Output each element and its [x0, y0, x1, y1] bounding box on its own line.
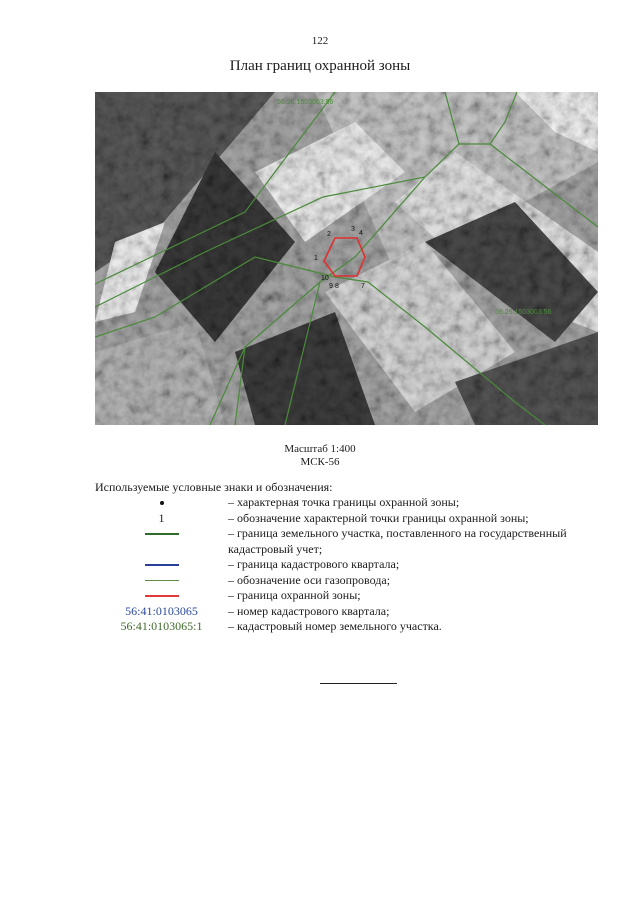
point-label: 2 — [327, 231, 331, 238]
legend-item-text: – обозначение оси газопровода; — [228, 572, 391, 587]
parcel-boundary-line-icon — [145, 533, 179, 535]
legend-item-text: – кадастровый номер земельного участка. — [228, 619, 442, 633]
quarter-boundary-line-icon — [145, 564, 179, 566]
parcel-number-label: 56:26:1503003:56 — [277, 99, 334, 106]
legend-item — [95, 557, 605, 573]
legend-item-text: – граница охранной зоны; — [228, 588, 361, 602]
point-label: 8 — [335, 283, 339, 290]
crs-text: МСК-56 — [300, 456, 340, 468]
legend-item — [95, 526, 605, 557]
legend-item — [95, 619, 605, 635]
point-label: 10 — [321, 275, 329, 282]
legend-item — [95, 604, 605, 620]
legend-item-text: – характерная точка границы охранной зоны; — [228, 495, 460, 509]
legend-item-text: – граница земельного участка, поставленного на государственный кадастровый учет; — [228, 526, 567, 556]
parcel-number-symbol: 56:41:0103065:1 — [120, 619, 203, 633]
footer-divider — [320, 683, 397, 684]
scale-text: Масштаб 1:400 — [284, 443, 356, 455]
legend-item — [95, 588, 605, 604]
legend-item — [95, 495, 605, 511]
point-label: 1 — [314, 255, 318, 262]
legend-item — [95, 511, 605, 527]
legend-item-text: – номер кадастрового квартала; — [228, 603, 390, 618]
point-label: 9 — [329, 283, 333, 290]
gas-pipe-axis-line-icon — [145, 580, 179, 581]
page-title: План границ охранной зоны — [229, 58, 411, 74]
legend-item-text: – граница кадастрового квартала; — [228, 557, 400, 571]
point-symbol-icon — [160, 501, 164, 505]
protection-zone-line-icon — [145, 595, 179, 597]
map-image — [95, 92, 598, 425]
legend-item — [95, 573, 605, 589]
quarter-number-symbol: 56:41:0103065 — [125, 603, 198, 618]
scale-caption — [0, 443, 640, 469]
parcel-number-label: 56:26:1503003:56 — [495, 309, 552, 316]
legend-item-text: – обозначение характерной точки границы охранной зоны; — [228, 510, 529, 525]
point-label: 3 — [351, 226, 355, 233]
legend — [95, 495, 605, 635]
point-label-symbol: 1 — [158, 510, 165, 525]
point-label: 7 — [361, 283, 365, 290]
legend-heading: Используемые условные знаки и обозначения: — [95, 480, 333, 494]
aerial-photo — [95, 92, 598, 425]
point-label: 4 — [359, 230, 363, 237]
page-number: 122 — [311, 35, 329, 47]
